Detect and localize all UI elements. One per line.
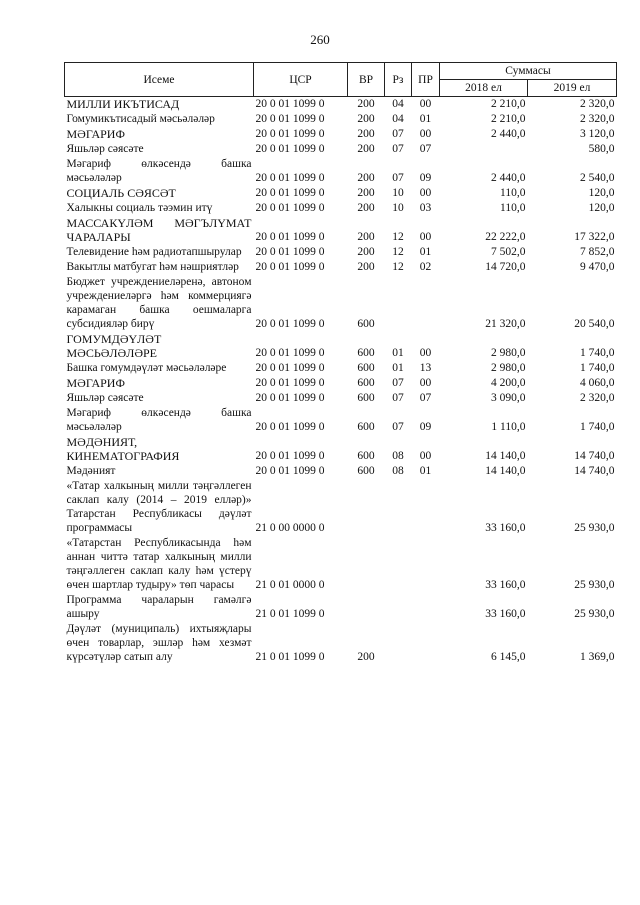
row-rz-code: 01 [392, 347, 404, 359]
table-header [65, 63, 617, 97]
row-rz-code [385, 536, 412, 593]
row-csr-code: 20 0 01 1099 0 [255, 465, 325, 477]
row-rz-code: 07 [392, 421, 404, 433]
table-row [65, 157, 617, 186]
row-name: Мәгариф өлкәсендә башка мәсьәләләр [66, 407, 252, 433]
row-sum-2019: 120,0 [588, 202, 615, 214]
row-sum-2018: 1 110,0 [491, 421, 526, 433]
row-sum-2018: 110,0 [500, 187, 526, 199]
row-sum-2018: 33 160,0 [485, 579, 526, 591]
row-csr-code: 20 0 01 1099 0 [255, 450, 325, 462]
row-csr-code: 20 0 01 1099 0 [255, 231, 325, 243]
row-sum-2019: 14 740,0 [574, 465, 615, 477]
row-csr-code: 20 0 01 1099 0 [255, 246, 325, 258]
row-vr-code: 600 [357, 377, 375, 389]
table-row [65, 186, 617, 201]
row-rz-code: 04 [392, 113, 404, 125]
row-sum-2019: 20 540,0 [574, 318, 615, 330]
table-row [65, 391, 617, 406]
header-pr: ПР [412, 63, 440, 97]
row-pr-code: 07 [419, 392, 432, 404]
row-sum-2019: 9 470,0 [580, 261, 615, 273]
row-pr-code: 01 [419, 465, 432, 477]
row-vr-code [348, 479, 385, 536]
row-name: Яшьләр сәясәте [66, 143, 144, 155]
row-name: «Татарстан Республикасында һәм аннан читтә татар халкының милли тәңгәллеген саклап калу һәм үстерү өчен шартлар тудыру» төп чарасы [66, 537, 252, 591]
row-pr-code [412, 479, 440, 536]
row-sum-2018: 2 980,0 [491, 347, 526, 359]
row-name: Халыкны социаль тәэмин итү [66, 202, 213, 214]
row-sum-2018: 33 160,0 [485, 608, 526, 620]
row-rz-code [385, 622, 412, 665]
table-row [65, 201, 617, 216]
table-row [65, 376, 617, 391]
row-csr-code: 20 0 01 1099 0 [255, 421, 325, 433]
row-name: Гомумикътисадый мәсьәләләр [66, 113, 215, 125]
row-vr-code: 600 [357, 465, 375, 477]
row-rz-code: 10 [392, 187, 404, 199]
header-year-2018: 2018 ел [440, 80, 528, 97]
row-rz-code: 07 [392, 143, 404, 155]
row-csr-code: 20 0 01 1099 0 [255, 172, 325, 184]
row-csr-code: 20 0 01 1099 0 [255, 261, 325, 273]
row-csr-code: 20 0 01 1099 0 [255, 98, 325, 110]
row-name: МӘДӘНИЯТ, КИНЕМАТОГРАФИЯ [66, 435, 180, 463]
table-row [65, 464, 617, 479]
row-csr-code: 21 0 00 0000 0 [255, 522, 325, 534]
row-csr-code: 20 0 01 1099 0 [255, 362, 325, 374]
row-name: Яшьләр сәясәте [66, 392, 144, 404]
row-name: МӘГАРИФ [66, 376, 125, 390]
header-year-2019: 2019 ел [528, 80, 617, 97]
header-name: Исеме [65, 63, 254, 97]
row-sum-2018: 21 320,0 [485, 318, 526, 330]
row-sum-2019: 2 320,0 [580, 98, 615, 110]
row-rz-code: 08 [392, 465, 404, 477]
row-sum-2019: 2 320,0 [580, 113, 615, 125]
row-csr-code: 20 0 01 1099 0 [255, 347, 325, 359]
row-pr-code: 07 [419, 143, 432, 155]
row-sum-2018: 2 440,0 [491, 172, 526, 184]
row-csr-code: 20 0 01 1099 0 [255, 143, 325, 155]
row-sum-2019: 7 852,0 [580, 246, 615, 258]
table-row [65, 260, 617, 275]
table-row [65, 406, 617, 435]
row-name: МАССАКҮЛӘМ МӘГЪЛҮМАТ ЧАРАЛАРЫ [66, 216, 252, 244]
row-vr-code: 200 [357, 187, 375, 199]
table-row [65, 593, 617, 622]
row-pr-code: 00 [419, 231, 432, 243]
row-vr-code: 600 [357, 450, 375, 462]
row-sum-2019: 17 322,0 [574, 231, 615, 243]
row-rz-code: 12 [392, 261, 404, 273]
row-pr-code: 09 [419, 172, 432, 184]
row-sum-2019: 2 540,0 [580, 172, 615, 184]
row-sum-2019: 1 740,0 [580, 347, 615, 359]
row-sum-2019: 25 930,0 [574, 608, 615, 620]
row-sum-2018: 7 502,0 [491, 246, 526, 258]
row-rz-code: 08 [392, 450, 404, 462]
row-rz-code [385, 275, 412, 332]
row-sum-2018 [440, 142, 528, 157]
row-sum-2019: 3 120,0 [580, 128, 615, 140]
table-row [65, 245, 617, 260]
row-rz-code: 07 [392, 172, 404, 184]
row-sum-2018: 2 980,0 [491, 362, 526, 374]
row-sum-2018: 4 200,0 [491, 377, 526, 389]
row-pr-code: 00 [419, 377, 432, 389]
row-rz-code: 12 [392, 231, 404, 243]
row-sum-2018: 33 160,0 [485, 522, 526, 534]
row-sum-2019: 2 320,0 [580, 392, 615, 404]
row-pr-code: 00 [419, 347, 432, 359]
row-sum-2018: 14 140,0 [485, 450, 526, 462]
row-vr-code: 200 [357, 143, 375, 155]
row-vr-code: 200 [357, 128, 375, 140]
row-csr-code: 20 0 01 1099 0 [255, 202, 325, 214]
row-name: «Татар халкының милли тәңгәллеген саклап калу (2014 – 2019 елләр)» Татарстан Республикасы дәүләт программасы [66, 480, 252, 534]
row-vr-code: 200 [357, 651, 375, 663]
table-row [65, 361, 617, 376]
table-row [65, 275, 617, 332]
row-vr-code: 200 [357, 113, 375, 125]
row-pr-code: 00 [419, 128, 432, 140]
row-vr-code: 600 [357, 392, 375, 404]
row-rz-code: 07 [392, 392, 404, 404]
row-sum-2019: 1 740,0 [580, 421, 615, 433]
row-pr-code: 01 [419, 113, 432, 125]
row-rz-code: 07 [392, 128, 404, 140]
row-csr-code: 21 0 01 1099 0 [255, 608, 325, 620]
row-vr-code: 600 [357, 421, 375, 433]
row-rz-code: 07 [392, 377, 404, 389]
row-name: Телевидение һәм радиотапшырулар [66, 246, 242, 258]
row-vr-code [348, 593, 385, 622]
table-row [65, 536, 617, 593]
row-pr-code: 09 [419, 421, 432, 433]
row-pr-code: 13 [419, 362, 432, 374]
table-row [65, 97, 617, 113]
row-sum-2019: 120,0 [588, 187, 615, 199]
row-vr-code: 200 [357, 261, 375, 273]
header-sums: Суммасы [440, 63, 617, 80]
header-vr: ВР [348, 63, 385, 97]
row-sum-2019: 4 060,0 [580, 377, 615, 389]
row-csr-code: 21 0 01 0000 0 [255, 579, 325, 591]
header-rz: Рз [385, 63, 412, 97]
row-vr-code: 600 [357, 347, 375, 359]
header-csr: ЦСР [254, 63, 348, 97]
table-row [65, 142, 617, 157]
row-vr-code: 200 [357, 202, 375, 214]
row-pr-code [412, 622, 440, 665]
row-vr-code: 200 [357, 98, 375, 110]
row-csr-code: 20 0 01 1099 0 [255, 392, 325, 404]
table-row [65, 435, 617, 464]
row-csr-code: 20 0 01 1099 0 [255, 113, 325, 125]
table-row [65, 479, 617, 536]
row-sum-2019: 25 930,0 [574, 522, 615, 534]
row-sum-2018: 2 440,0 [491, 128, 526, 140]
row-pr-code [412, 275, 440, 332]
row-name: МӘГАРИФ [66, 127, 125, 141]
row-vr-code: 600 [357, 362, 375, 374]
row-sum-2018: 14 720,0 [485, 261, 526, 273]
row-pr-code: 01 [419, 246, 432, 258]
row-vr-code: 200 [357, 172, 375, 184]
row-vr-code: 200 [357, 231, 375, 243]
row-sum-2019: 1 740,0 [580, 362, 615, 374]
row-name: Дәүләт (муниципаль) ихтыяҗлары өчен товарлар, эшләр һәм хезмәт күрсәтүләр сатып алу [66, 623, 252, 663]
row-name: МИЛЛИ ИКЪТИСАД [66, 97, 180, 111]
row-rz-code: 04 [392, 98, 404, 110]
table-row [65, 216, 617, 245]
page-number: 260 [310, 32, 330, 47]
row-pr-code: 00 [419, 98, 432, 110]
row-name: Программа чараларын гамәлгә ашыру [66, 594, 252, 620]
row-csr-code: 20 0 01 1099 0 [255, 377, 325, 389]
budget-table [64, 62, 617, 665]
row-vr-code: 200 [357, 246, 375, 258]
row-sum-2018: 14 140,0 [485, 465, 526, 477]
row-csr-code: 20 0 01 1099 0 [255, 128, 325, 140]
row-pr-code: 00 [419, 187, 432, 199]
row-sum-2019: 1 369,0 [580, 651, 615, 663]
row-rz-code [385, 593, 412, 622]
row-name: Бюджет учреждениеләренә, автоном учреждениеләргә һәм коммерциягә карамаган башка оешмаларга субсидияләр бирү [66, 276, 252, 330]
row-name: Мәгариф өлкәсендә башка мәсьәләләр [66, 158, 252, 184]
row-vr-code [348, 536, 385, 593]
row-sum-2018: 110,0 [500, 202, 526, 214]
table-row [65, 332, 617, 361]
table-row [65, 112, 617, 127]
row-rz-code: 01 [392, 362, 404, 374]
row-name: Вакытлы матбугат һәм нәшриятләр [66, 261, 239, 273]
row-rz-code [385, 479, 412, 536]
row-rz-code: 12 [392, 246, 404, 258]
row-pr-code [412, 536, 440, 593]
row-pr-code: 02 [419, 261, 432, 273]
row-name: ГОМУМДӘҮЛӘТ МӘСЬӘЛӘЛӘРЕ [66, 332, 162, 360]
row-sum-2019: 580,0 [588, 143, 615, 155]
row-csr-code: 20 0 01 1099 0 [255, 187, 325, 199]
row-sum-2018: 22 222,0 [485, 231, 526, 243]
row-pr-code: 00 [419, 450, 432, 462]
row-sum-2018: 6 145,0 [491, 651, 526, 663]
row-name: Башка гомумдәүләт мәсьәләләре [66, 362, 227, 374]
table-row [65, 127, 617, 142]
row-csr-code: 21 0 01 1099 0 [255, 651, 325, 663]
row-name: Мәдәният [66, 465, 116, 477]
row-sum-2019: 14 740,0 [574, 450, 615, 462]
row-sum-2018: 2 210,0 [491, 98, 526, 110]
row-rz-code: 10 [392, 202, 404, 214]
row-vr-code: 600 [357, 318, 375, 330]
table-row [65, 622, 617, 665]
row-csr-code: 20 0 01 1099 0 [255, 318, 325, 330]
table-body [65, 97, 617, 666]
row-pr-code: 03 [419, 202, 432, 214]
row-sum-2018: 3 090,0 [491, 392, 526, 404]
row-pr-code [412, 593, 440, 622]
row-name: СОЦИАЛЬ СӘЯСӘТ [66, 186, 176, 200]
row-sum-2018: 2 210,0 [491, 113, 526, 125]
row-sum-2019: 25 930,0 [574, 579, 615, 591]
